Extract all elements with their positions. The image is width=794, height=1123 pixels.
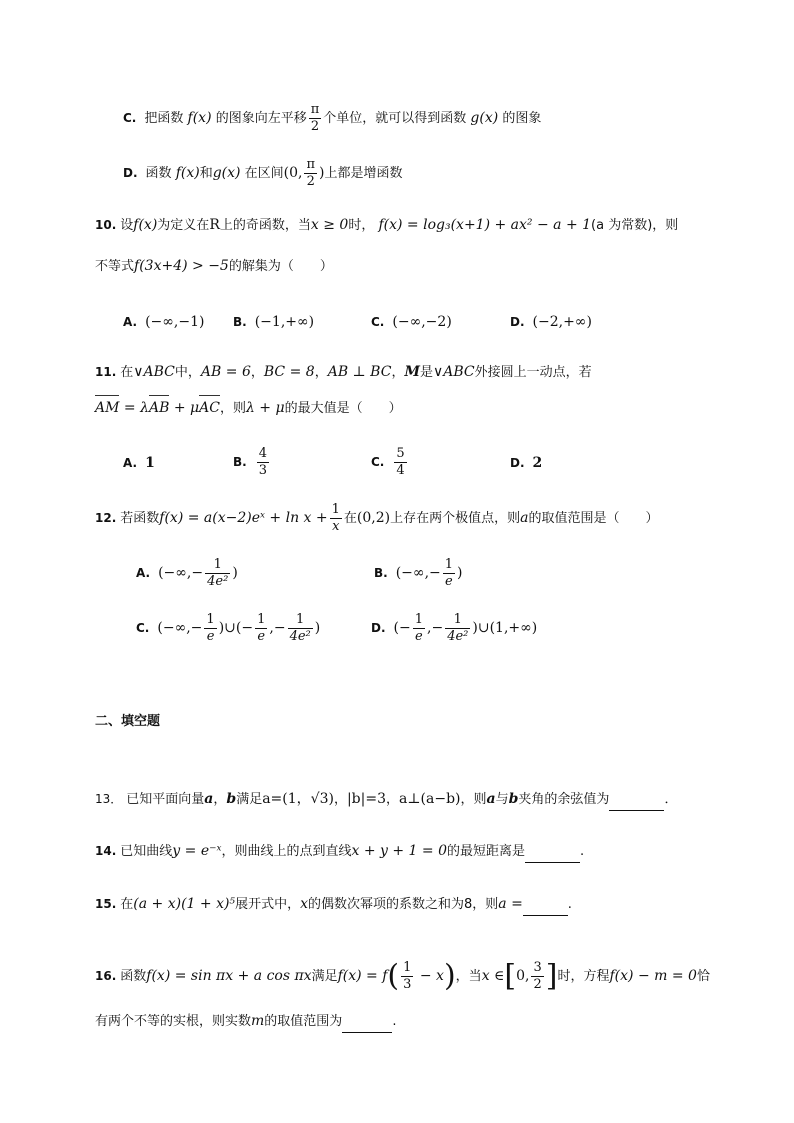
math-equation: f(x) − m = 0 bbox=[609, 968, 697, 984]
math-gx: g(x) bbox=[212, 165, 241, 181]
denominator: 4e² bbox=[447, 629, 469, 644]
option-prefix: (− bbox=[393, 620, 411, 636]
math-condition: f(x) = f bbox=[337, 968, 388, 984]
text: 外接圆上一动点，若 bbox=[474, 365, 592, 380]
fraction-pi-over-2 bbox=[304, 157, 317, 190]
q16-line1 bbox=[95, 960, 710, 993]
answer-blank[interactable] bbox=[609, 790, 664, 811]
math-interval: (0,2) bbox=[356, 510, 391, 526]
left-paren: ( bbox=[387, 958, 400, 994]
fraction-1-over-3 bbox=[401, 960, 413, 993]
interval-open: (0, bbox=[283, 165, 303, 181]
math-fx: f(x) bbox=[133, 217, 158, 233]
fraction bbox=[255, 612, 267, 645]
math-plus-mu: + μ bbox=[169, 400, 200, 416]
math-eq-lambda: = λ bbox=[119, 400, 149, 416]
right-bracket: ] bbox=[545, 958, 558, 994]
math-function: f(x) = sin πx + a cos πx bbox=[146, 968, 312, 984]
section-title: 二、填空题 bbox=[95, 714, 161, 729]
text: 上都是增函数 bbox=[324, 166, 403, 181]
denominator: 4e² bbox=[207, 574, 229, 589]
text: 的偶数次幂项的系数之和为8，则 bbox=[307, 897, 499, 912]
numerator: π bbox=[306, 157, 316, 172]
text: 把函数 bbox=[144, 111, 184, 126]
text: 在区间 bbox=[244, 166, 284, 181]
denominator: e bbox=[445, 574, 453, 589]
answer-blank[interactable] bbox=[342, 1012, 392, 1033]
option-value: 1 bbox=[145, 455, 155, 471]
math-gx: g(x) bbox=[470, 110, 499, 126]
numerator: 1 bbox=[414, 612, 424, 627]
question-number: 13． bbox=[95, 792, 123, 806]
fraction bbox=[443, 557, 455, 590]
math-b: b bbox=[226, 791, 237, 807]
option-mid: ,− bbox=[427, 620, 444, 636]
denominator: e bbox=[206, 629, 215, 644]
option-label: D. bbox=[371, 621, 386, 635]
text: 是 bbox=[419, 365, 433, 380]
text: 有两个不等的实根，则实数 bbox=[95, 1014, 252, 1029]
q10-stem-line1 bbox=[95, 215, 678, 236]
q15 bbox=[95, 894, 572, 916]
text: 的取值范围是（ ） bbox=[528, 511, 659, 526]
math-inequality: f(3x+4) > −5 bbox=[134, 258, 229, 274]
text: 与 bbox=[495, 792, 509, 807]
numerator: 3 bbox=[533, 960, 542, 975]
vector-ab: AB bbox=[148, 400, 170, 416]
interval-close: ) bbox=[319, 165, 325, 181]
numerator: 1 bbox=[257, 612, 266, 627]
question-number: 16. bbox=[95, 969, 117, 983]
math-fx: f(x) bbox=[187, 110, 212, 126]
option-mid: )∪(− bbox=[218, 620, 254, 636]
q13 bbox=[95, 789, 677, 811]
math-minus-x: − x bbox=[415, 968, 444, 984]
text: 在 bbox=[120, 897, 134, 912]
text: 上的奇函数，当 bbox=[219, 218, 311, 233]
text: 中， bbox=[174, 365, 201, 380]
numerator: π bbox=[310, 102, 320, 117]
text: 上存在两个极值点，则 bbox=[390, 511, 521, 526]
numerator: 1 bbox=[331, 502, 340, 517]
q11-option-d bbox=[510, 453, 542, 474]
text: 满足 bbox=[311, 969, 338, 984]
range-start: 0, bbox=[516, 968, 530, 984]
vector-am: AM bbox=[95, 400, 120, 416]
question-number: 11. bbox=[95, 365, 117, 379]
q12-option-d bbox=[371, 612, 537, 645]
text: . bbox=[392, 1014, 397, 1029]
text: 时，方程 bbox=[557, 969, 610, 984]
math-cond3: a⊥(a−b) bbox=[399, 791, 461, 807]
math-fx: f(x) bbox=[175, 165, 200, 181]
text: ， bbox=[314, 365, 328, 380]
text: ， bbox=[391, 365, 405, 380]
question-number: 14. bbox=[95, 844, 117, 858]
question-number: 10. bbox=[95, 218, 117, 232]
math-R: R bbox=[209, 217, 220, 233]
denominator: 2 bbox=[310, 119, 320, 134]
q11-stem-line1 bbox=[95, 362, 592, 383]
text: ， bbox=[333, 792, 347, 807]
fraction bbox=[445, 612, 470, 645]
q10-option-d bbox=[510, 312, 592, 333]
q10-option-b bbox=[233, 312, 314, 333]
text: 的最大值是（ ） bbox=[284, 401, 402, 416]
option-prefix: (−∞,− bbox=[395, 565, 441, 581]
text: 恰 bbox=[696, 969, 710, 984]
text: ，则 bbox=[219, 401, 246, 416]
left-bracket: [ bbox=[504, 958, 517, 994]
numerator: 1 bbox=[444, 557, 454, 572]
option-label: B. bbox=[233, 315, 247, 329]
q11-stem-line2 bbox=[95, 398, 402, 419]
question-number: 15. bbox=[95, 897, 117, 911]
math-x: x bbox=[300, 896, 308, 912]
right-paren: ) bbox=[443, 958, 456, 994]
math-formula: f(x) = log₃(x+1) + ax² − a + 1 bbox=[378, 217, 592, 233]
q12-option-b bbox=[374, 557, 463, 590]
text: (a 为常数)，则 bbox=[591, 218, 679, 233]
option-label: A. bbox=[123, 456, 138, 470]
text: ，当 bbox=[455, 969, 482, 984]
answer-blank[interactable] bbox=[523, 895, 568, 916]
fraction bbox=[205, 557, 230, 590]
option-label: B. bbox=[374, 566, 388, 580]
math-triangle: ∨ABC bbox=[133, 364, 175, 380]
q11-option-c bbox=[371, 446, 409, 479]
text: 满足 bbox=[236, 792, 263, 807]
math-b: b bbox=[508, 791, 519, 807]
q16-line2 bbox=[95, 1011, 396, 1033]
option-value: (−1,+∞) bbox=[254, 314, 315, 330]
option-suffix: ) bbox=[232, 565, 238, 581]
text: ，则 bbox=[460, 792, 487, 807]
denominator: 4 bbox=[396, 463, 405, 478]
text: . bbox=[580, 844, 585, 859]
text: 和 bbox=[199, 166, 213, 181]
denominator: 2 bbox=[533, 977, 542, 992]
math-a: a bbox=[520, 510, 529, 526]
text: 设 bbox=[120, 218, 134, 233]
q11-option-b bbox=[233, 446, 271, 479]
text: 函数 bbox=[145, 166, 172, 181]
option-suffix: ) bbox=[314, 620, 321, 636]
vector-ac: AC bbox=[199, 400, 220, 416]
text: . bbox=[567, 897, 572, 912]
option-mid: ,− bbox=[269, 620, 286, 636]
text: 的取值范围为 bbox=[264, 1014, 343, 1029]
fraction-pi-over-2 bbox=[309, 102, 322, 135]
option-value: 2 bbox=[532, 455, 543, 471]
option-label: A. bbox=[123, 315, 138, 329]
text: 夹角的余弦值为 bbox=[518, 792, 610, 807]
text: 的图象向左平移 bbox=[215, 111, 307, 126]
option-suffix: )∪(1,+∞) bbox=[472, 620, 538, 636]
math-formula: f(x) = a(x−2)eˣ + ln x + bbox=[159, 510, 328, 526]
math-a: a bbox=[486, 791, 496, 807]
option-value: (−∞,−1) bbox=[145, 314, 205, 330]
text: 为定义在 bbox=[157, 218, 210, 233]
numerator: 4 bbox=[258, 446, 267, 461]
q9-option-c bbox=[123, 102, 541, 135]
text: 的解集为（ ） bbox=[228, 259, 333, 274]
math-cond2: |b|=3 bbox=[346, 791, 387, 807]
option-label: A. bbox=[136, 566, 151, 580]
denominator: 4e² bbox=[289, 629, 311, 644]
option-label: C. bbox=[371, 455, 385, 469]
option-label: B. bbox=[233, 455, 247, 469]
option-suffix: ) bbox=[457, 565, 463, 581]
text: 在 bbox=[343, 511, 357, 526]
text: ， bbox=[386, 792, 400, 807]
math-bc: BC = 8 bbox=[263, 364, 315, 380]
option-label: D. bbox=[123, 166, 138, 180]
answer-blank[interactable] bbox=[525, 842, 580, 863]
option-label: D. bbox=[510, 456, 525, 470]
text: 展开式中， bbox=[235, 897, 301, 912]
text: ， bbox=[213, 792, 227, 807]
option-value: (−∞,−2) bbox=[392, 314, 452, 330]
math-ab: AB = 6 bbox=[200, 364, 251, 380]
math-line: x + y + 1 = 0 bbox=[351, 843, 447, 859]
q10-option-c bbox=[371, 312, 452, 333]
question-number: 12. bbox=[95, 511, 117, 525]
denominator: e bbox=[257, 629, 266, 644]
text: 的最短距离是 bbox=[447, 844, 526, 859]
math-a-eq: a = bbox=[498, 896, 523, 912]
option-label: C. bbox=[371, 315, 385, 329]
numerator: 1 bbox=[445, 612, 470, 629]
text: 函数 bbox=[120, 969, 147, 984]
fraction bbox=[204, 612, 216, 645]
math-triangle: ∨ABC bbox=[432, 364, 475, 380]
math-cond1: a=(1，√3) bbox=[262, 791, 334, 807]
denominator: 2 bbox=[306, 174, 315, 189]
fraction bbox=[394, 446, 406, 479]
math-x-in: x ∈ bbox=[481, 968, 505, 984]
text: ． bbox=[664, 792, 678, 807]
numerator: 1 bbox=[205, 557, 230, 574]
fraction bbox=[413, 612, 425, 645]
text: 不等式 bbox=[95, 259, 135, 274]
fraction bbox=[257, 446, 269, 479]
text: 个单位，就可以得到函数 bbox=[323, 111, 467, 126]
text: 时， bbox=[348, 218, 375, 233]
denominator: 3 bbox=[403, 977, 412, 992]
option-prefix: (−∞,− bbox=[158, 565, 204, 581]
text: ，则曲线上的点到直线 bbox=[221, 844, 352, 859]
math-a: a bbox=[204, 791, 214, 807]
numerator: 1 bbox=[403, 960, 412, 975]
text: ， bbox=[250, 365, 264, 380]
math-expression: (a + x)(1 + x)⁵ bbox=[133, 896, 236, 912]
text: 已知曲线 bbox=[120, 844, 173, 859]
q14 bbox=[95, 841, 584, 863]
fraction-1-over-x bbox=[330, 502, 342, 535]
math-perp: AB ⊥ BC bbox=[327, 364, 392, 380]
text: 若函数 bbox=[120, 511, 160, 526]
q11-option-a bbox=[123, 453, 155, 474]
numerator: 1 bbox=[288, 612, 313, 629]
text: 的图象 bbox=[502, 111, 542, 126]
math-M: M bbox=[404, 364, 420, 380]
q9-option-d bbox=[123, 157, 403, 190]
math-condition: x ≥ 0 bbox=[310, 217, 349, 233]
q12-option-a bbox=[136, 557, 238, 590]
text: 在 bbox=[120, 365, 134, 380]
option-prefix: (−∞,− bbox=[157, 620, 203, 636]
q10-option-a bbox=[123, 312, 204, 333]
q12-stem bbox=[95, 502, 659, 535]
fraction-3-over-2 bbox=[531, 960, 543, 993]
text: 已知平面向量 bbox=[126, 792, 205, 807]
math-curve: y = e⁻ˣ bbox=[172, 843, 222, 859]
numerator: 5 bbox=[396, 446, 405, 461]
numerator: 1 bbox=[206, 612, 215, 627]
fraction bbox=[288, 612, 313, 645]
math-lambda-plus-mu: λ + μ bbox=[245, 400, 285, 416]
denominator: 3 bbox=[258, 463, 267, 478]
q10-stem-line2 bbox=[95, 256, 333, 277]
math-m: m bbox=[251, 1013, 265, 1029]
option-label: C. bbox=[123, 111, 137, 125]
option-label: C. bbox=[136, 621, 150, 635]
option-label: D. bbox=[510, 315, 525, 329]
q12-option-c bbox=[136, 612, 320, 645]
denominator: x bbox=[332, 519, 340, 534]
option-value: (−2,+∞) bbox=[532, 314, 592, 330]
denominator: e bbox=[415, 629, 423, 644]
